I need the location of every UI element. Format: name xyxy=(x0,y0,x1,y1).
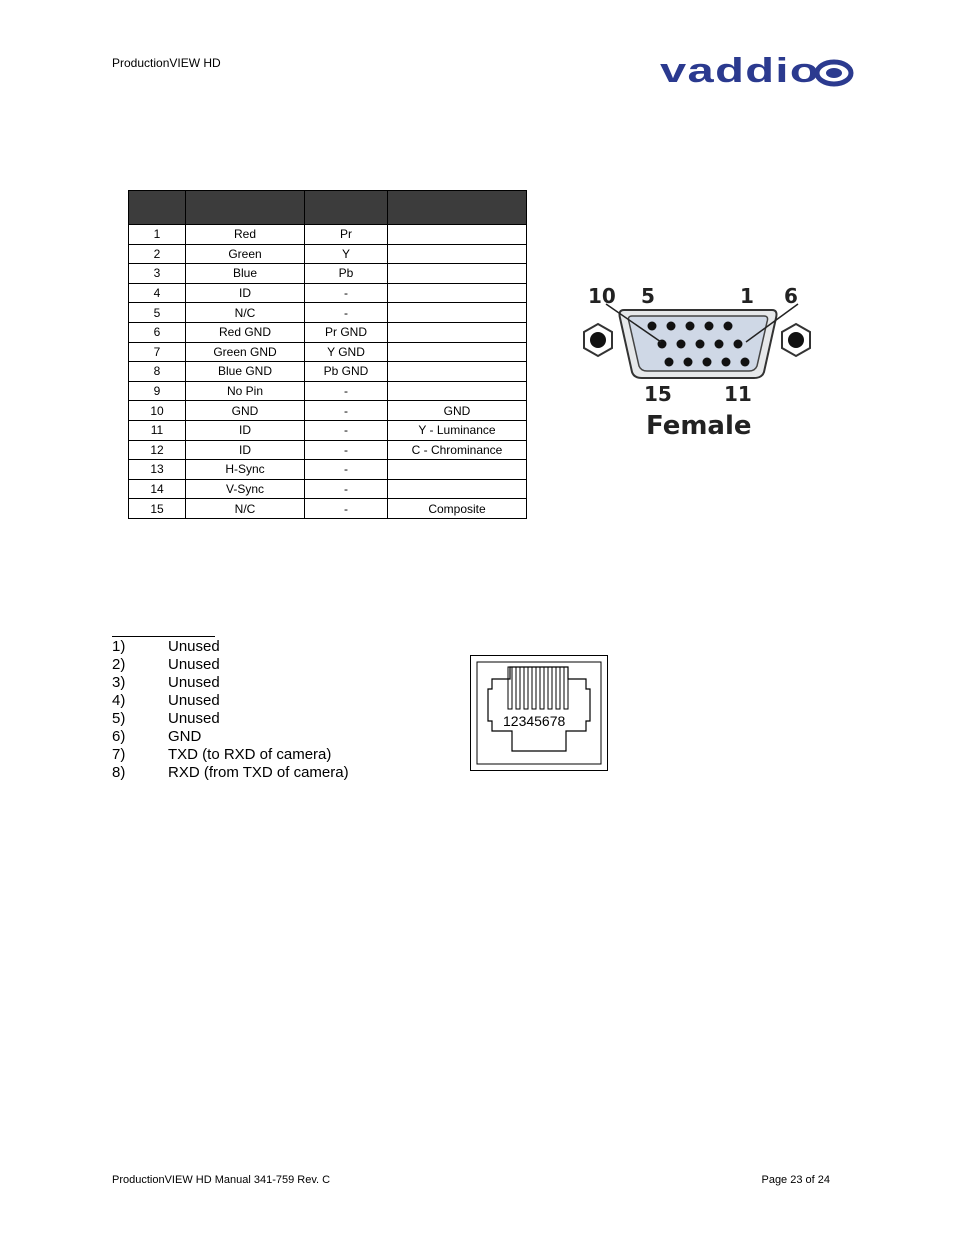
list-item xyxy=(112,656,349,674)
table-cell: 4 xyxy=(129,283,186,303)
table-cell: Green GND xyxy=(186,342,305,362)
table-cell: - xyxy=(305,303,388,323)
pin-label: 15 xyxy=(644,382,672,406)
table-cell: Y GND xyxy=(305,342,388,362)
table-cell: - xyxy=(305,283,388,303)
table-cell: N/C xyxy=(186,499,305,519)
list-item xyxy=(112,728,349,746)
table-cell: Pr GND xyxy=(305,322,388,342)
table-cell: - xyxy=(305,401,388,421)
table-cell: H-Sync xyxy=(186,460,305,480)
table-cell xyxy=(388,303,527,323)
table-header-row xyxy=(129,191,527,225)
table-row xyxy=(129,401,527,421)
list-item xyxy=(112,764,349,782)
table-row xyxy=(129,420,527,440)
table-cell: GND xyxy=(186,401,305,421)
table-cell: 12 xyxy=(129,440,186,460)
table-row xyxy=(129,362,527,382)
table-row xyxy=(129,303,527,323)
pin-number: 7) xyxy=(112,746,126,763)
table-cell: GND xyxy=(388,401,527,421)
table-cell: - xyxy=(305,460,388,480)
table-cell: 13 xyxy=(129,460,186,480)
table-row xyxy=(129,499,527,519)
table-cell: Pb GND xyxy=(305,362,388,382)
rj45-pin-list xyxy=(112,638,349,782)
pin-function: Unused xyxy=(168,656,220,673)
table-cell xyxy=(388,264,527,284)
table-cell xyxy=(388,244,527,264)
table-cell: Blue xyxy=(186,264,305,284)
rj45-heading-underline xyxy=(112,636,215,637)
table-row xyxy=(129,440,527,460)
table-cell: 9 xyxy=(129,381,186,401)
table-cell: - xyxy=(305,499,388,519)
table-row xyxy=(129,264,527,284)
table-cell: 10 xyxy=(129,401,186,421)
table-cell xyxy=(388,479,527,499)
pin-function: GND xyxy=(168,728,202,745)
list-item xyxy=(112,692,349,710)
pin-label: 5 xyxy=(641,284,655,308)
table-cell xyxy=(388,225,527,245)
pin-number: 3) xyxy=(112,674,126,691)
table-cell: Red GND xyxy=(186,322,305,342)
table-cell: V-Sync xyxy=(186,479,305,499)
pin-label: 10 xyxy=(588,284,616,308)
table-cell: 7 xyxy=(129,342,186,362)
table-row xyxy=(129,322,527,342)
db15-pinout-table xyxy=(128,190,527,519)
table-cell xyxy=(388,381,527,401)
table-cell: 14 xyxy=(129,479,186,499)
list-item xyxy=(112,638,349,656)
list-item xyxy=(112,674,349,692)
table-cell: - xyxy=(305,381,388,401)
pin-function: TXD (to RXD of camera) xyxy=(168,746,332,763)
table-cell: 15 xyxy=(129,499,186,519)
pin-label: 11 xyxy=(724,382,752,406)
table-cell: 2 xyxy=(129,244,186,264)
table-cell: Pb xyxy=(305,264,388,284)
table-cell: ID xyxy=(186,283,305,303)
vaddio-logo xyxy=(658,56,854,90)
table-cell xyxy=(388,460,527,480)
table-cell: ID xyxy=(186,420,305,440)
table-cell: 1 xyxy=(129,225,186,245)
header-cell xyxy=(186,191,305,225)
table-cell: No Pin xyxy=(186,381,305,401)
table-cell: - xyxy=(305,420,388,440)
header-cell xyxy=(129,191,186,225)
list-item xyxy=(112,746,349,764)
pin-number: 6) xyxy=(112,728,126,745)
pin-number: 1) xyxy=(112,638,126,655)
table-cell xyxy=(388,362,527,382)
table-cell xyxy=(388,283,527,303)
table-cell: 3 xyxy=(129,264,186,284)
header-cell xyxy=(388,191,527,225)
pin-function: Unused xyxy=(168,710,220,727)
table-cell: 6 xyxy=(129,322,186,342)
pin-number: 8) xyxy=(112,764,126,781)
table-row xyxy=(129,381,527,401)
page-header-title: ProductionVIEW HD xyxy=(112,56,221,70)
pin-function: Unused xyxy=(168,692,220,709)
table-cell xyxy=(388,342,527,362)
rj45-jack-diagram xyxy=(470,655,608,771)
table-cell: Green xyxy=(186,244,305,264)
table-cell: Y - Luminance xyxy=(388,420,527,440)
table-cell: Pr xyxy=(305,225,388,245)
table-cell: - xyxy=(305,479,388,499)
footer-page-number: Page 23 of 24 xyxy=(761,1174,830,1186)
table-cell: Blue GND xyxy=(186,362,305,382)
table-cell: C - Chrominance xyxy=(388,440,527,460)
table-row xyxy=(129,479,527,499)
table-cell: ID xyxy=(186,440,305,460)
list-item xyxy=(112,710,349,728)
table-cell: 5 xyxy=(129,303,186,323)
table-row xyxy=(129,244,527,264)
db15-connector-diagram xyxy=(576,282,820,440)
table-row xyxy=(129,283,527,303)
table-cell: N/C xyxy=(186,303,305,323)
logo-text: vaddio xyxy=(660,56,820,90)
pin-function: RXD (from TXD of camera) xyxy=(168,764,349,781)
pin-label: 1 xyxy=(740,284,754,308)
pin-number: 4) xyxy=(112,692,126,709)
table-cell: Red xyxy=(186,225,305,245)
table-cell: - xyxy=(305,440,388,460)
rj45-pin-numbers: 12345678 xyxy=(503,713,566,729)
table-row xyxy=(129,225,527,245)
header-cell xyxy=(305,191,388,225)
table-row xyxy=(129,460,527,480)
pin-number: 5) xyxy=(112,710,126,727)
gender-label: Female xyxy=(646,411,752,440)
pin-function: Unused xyxy=(168,674,220,691)
table-cell xyxy=(388,322,527,342)
table-cell: Y xyxy=(305,244,388,264)
table-cell: 11 xyxy=(129,420,186,440)
table-row xyxy=(129,342,527,362)
pin-number: 2) xyxy=(112,656,126,673)
table-cell: Composite xyxy=(388,499,527,519)
table-cell: 8 xyxy=(129,362,186,382)
pin-function: Unused xyxy=(168,638,220,655)
pin-label: 6 xyxy=(784,284,798,308)
footer-manual-info: ProductionVIEW HD Manual 341-759 Rev. C xyxy=(112,1174,331,1186)
